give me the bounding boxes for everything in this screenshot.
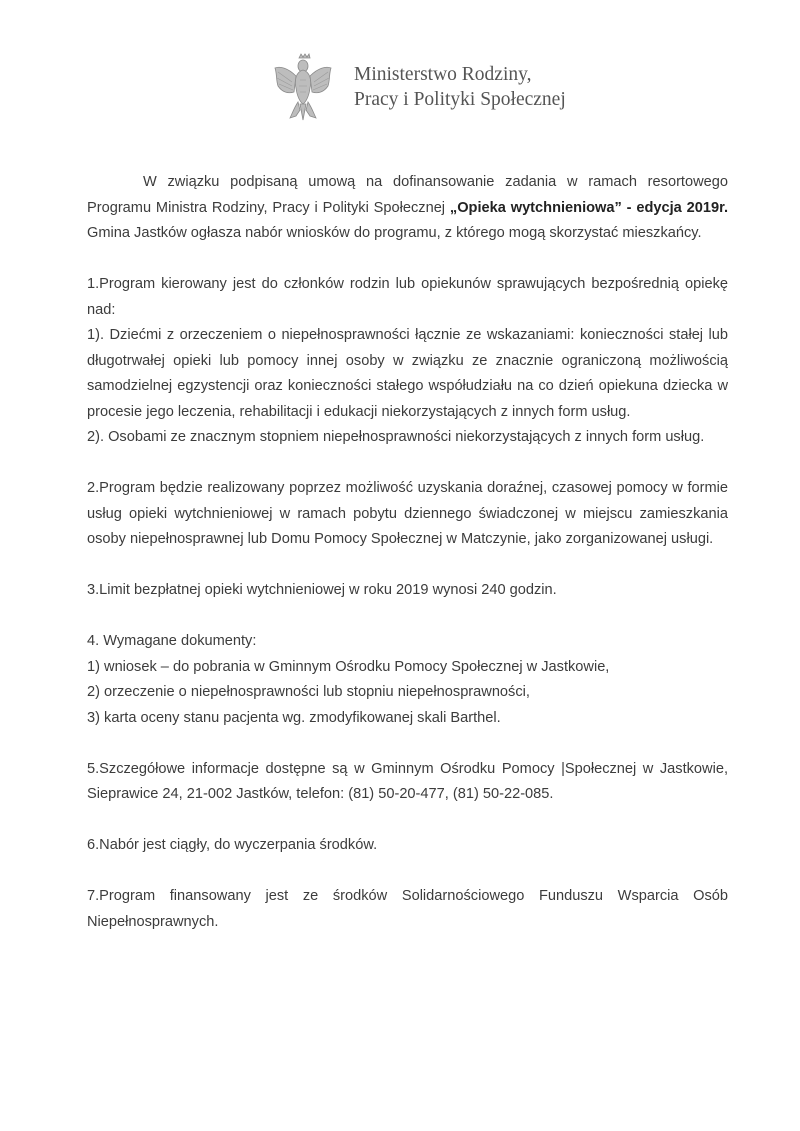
document-body: [87, 170, 728, 935]
section-1-title: 1.Program kierowany jest do członków rodzin lub opiekunów sprawujących bezpośrednią opiekę nad:: [87, 276, 728, 318]
intro-text-a: W związku podpisaną umową na dofinansowanie zadania w ramach resortowego Programu Ministra Rodziny, Pracy i Polityki Społecznej: [87, 174, 728, 216]
section-6: 6.Nabór jest ciągły, do wyczerpania środków.: [87, 837, 378, 853]
section-5: 5.Szczegółowe informacje dostępne są w Gminnym Ośrodku Pomocy |Społecznej w Jastkowie, Sieprawice 24, 21-002 Jastków, telefon: (81) 50-20-477, (81) 50-22-085.: [87, 760, 728, 802]
ministry-name: [354, 62, 566, 112]
section-2: 2.Program będzie realizowany poprzez możliwość uzyskania doraźnej, czasowej pomocy w formie usług opieki wytchnieniowej w ramach pobytu dziennego świadczonej w miejscu zamieszkania osoby niepełnosprawnej lub Domu Pomocy Społecznej w Matczynie, jako zorganizowanej usługi.: [87, 480, 728, 547]
ministry-name-line1: Ministerstwo Rodziny,: [354, 64, 532, 85]
polish-eagle-emblem-icon: [272, 52, 334, 122]
ministry-header: [272, 52, 566, 122]
intro-text-b: Gmina Jastków ogłasza nabór wniosków do programu, z którego mogą skorzystać mieszkańcy.: [87, 225, 702, 241]
section-3: 3.Limit bezpłatnej opieki wytchnieniowej w roku 2019 wynosi 240 godzin.: [87, 582, 557, 598]
section-1-item-2: 2). Osobami ze znacznym stopniem niepełnosprawności niekorzystających z innych form usług.: [87, 429, 705, 445]
section-4-item-1: 1) wniosek – do pobrania w Gminnym Ośrodku Pomocy Społecznej w Jastkowie,: [87, 658, 610, 675]
program-name: „Opieka wytchnieniowa” - edycja 2019r.: [449, 199, 729, 216]
section-4-item-2: 2) orzeczenie o niepełnosprawności lub stopniu niepełnosprawności,: [87, 684, 530, 700]
section-7: 7.Program finansowany jest ze środków Solidarnościowego Funduszu Wsparcia Osób Niepełnosprawnych.: [87, 888, 728, 930]
ministry-name-line2: Pracy i Polityki Społecznej: [354, 89, 566, 110]
section-4-title: 4. Wymagane dokumenty:: [87, 633, 257, 649]
section-4-item-3: 3) karta oceny stanu pacjenta wg. zmodyfikowanej skali Barthel.: [87, 709, 501, 726]
intro-paragraph: [87, 170, 728, 247]
section-1-item-1: 1). Dziećmi z orzeczeniem o niepełnosprawności łącznie ze wskazaniami: konieczności stałej lub długotrwałej opieki lub pomocy innej osoby w związku ze znacznie ograniczoną możliwością samodzielnej egzystencji oraz konieczności stałego współudziału na co dzień opiekuna dziecka w procesie jego leczenia, rehabilitacji i edukacji niekorzystających z innych form usług.: [87, 327, 728, 420]
